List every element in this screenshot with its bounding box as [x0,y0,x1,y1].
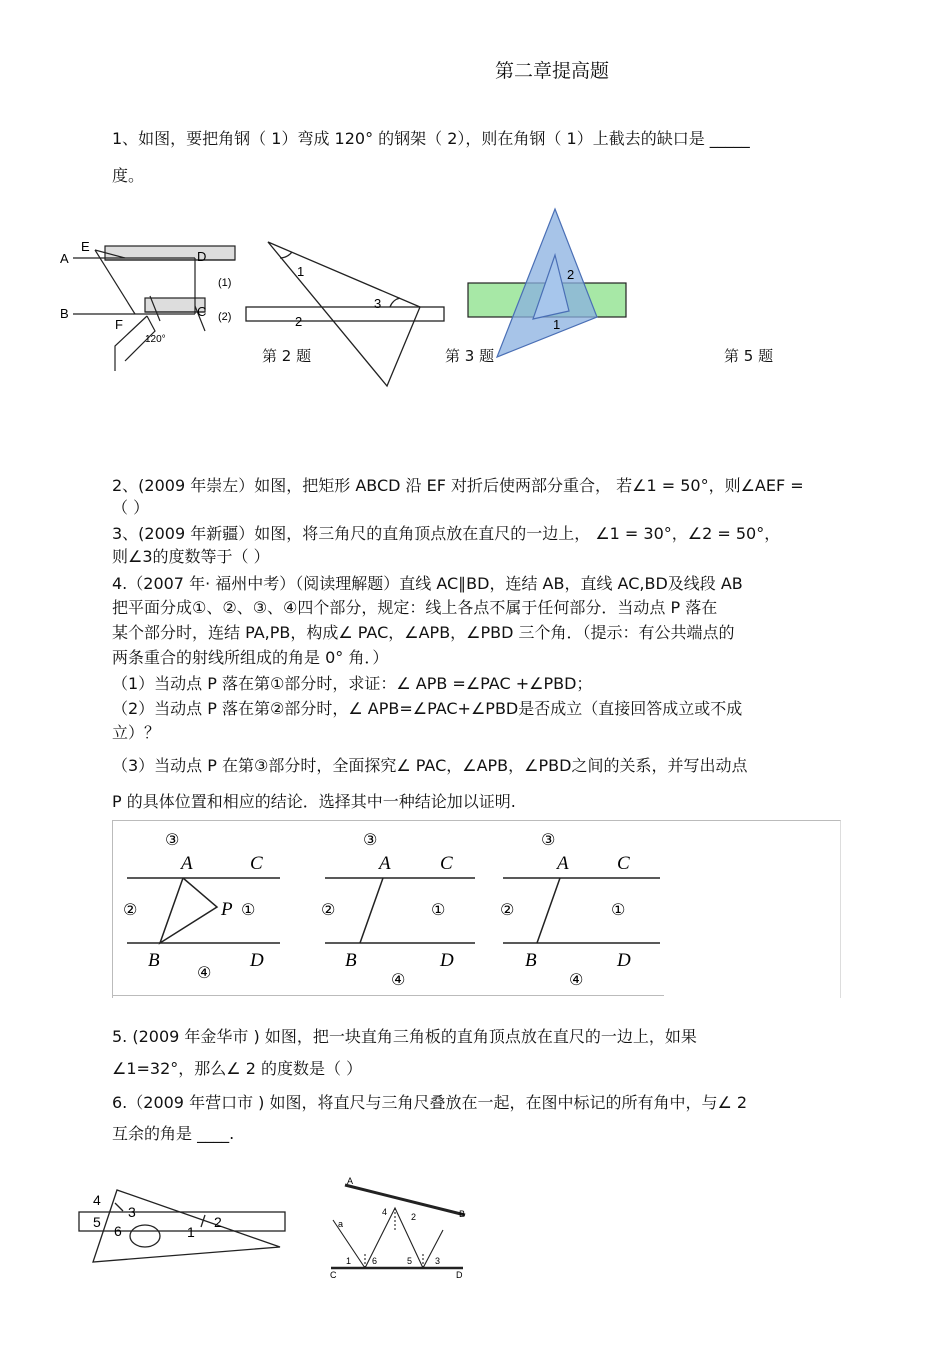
question-4-line-8: （3）当动点 P 在第③部分时，全面探究∠ PAC，∠APB，∠PBD之间的关系，并写出动点 [112,756,748,775]
fig7-angle-6: 6 [372,1256,378,1266]
fig3-angle-2: 2 [567,267,575,282]
p3-label-a: A [557,853,569,874]
triangle-ruler-figure-3 [465,205,630,365]
fig7-ray-a: a [338,1219,344,1229]
fig1-label-1: (1) [218,277,232,289]
p2-label-c: C [440,853,453,874]
fig2-angle-1: 1 [297,264,305,279]
fig1-label-e: E [81,239,90,254]
fig7-label-a: A [347,1176,354,1186]
fig6-angle-4: 4 [93,1192,101,1208]
page-title: 第二章提高题 [495,60,610,82]
question-6-line-2: 互余的角是 ____. [112,1124,235,1143]
question-3-line-1: 3、(2009 年新疆）如图，将三角尺的直角顶点放在直尺的一边上， ∠1 = 30°，∠2 = 50°， [112,524,781,543]
p2-label-d: D [440,950,454,971]
fig3-angle-1: 1 [553,317,561,332]
fig1-label-b: B [60,306,69,321]
fig2-caption: 第 2 题 [262,347,312,365]
question-1-line-1: 1、如图，要把角钢（ 1）弯成 120° 的钢架（ 2），则在角钢（ 1）上截去的缺口是 _____ [112,129,750,148]
fig1-label-120: 120° [145,334,166,345]
p1-region-1: ① [241,900,256,919]
p2-label-a: A [379,853,391,874]
question-4-line-6: （2）当动点 P 落在第②部分时，∠ APB=∠PAC+∠PBD是否成立（直接回答成立或不成 [112,699,743,718]
question-2-line-2: （ ） [112,498,150,517]
fig5-caption: 第 5 题 [724,347,774,365]
question-4-line-7: 立）？ [112,723,161,742]
question-4-figure-bottom-rule [112,995,664,996]
angle-steel-figure [55,236,245,381]
question-5-line-2: ∠1=32°，那么∠ 2 的度数是（ ） [112,1059,363,1078]
question-4-line-3: 某个部分时，连结 PA,PB，构成∠ PAC，∠APB，∠PBD 三个角．（提示：有公共端点的 [112,623,735,642]
p1-region-4: ④ [197,963,212,982]
p2-region-1: ① [431,900,446,919]
question-2-line-1: 2、(2009 年崇左）如图，把矩形 ABCD 沿 EF 对折后使两部分重合， 若∠1 = 50°，则∠AEF = [112,476,804,495]
fig7-angle-1: 1 [346,1256,352,1266]
question-1-line-2: 度。 [112,166,145,185]
p2-region-2: ② [321,900,336,919]
p2-region-4: ④ [391,970,406,989]
question-4-line-9: P 的具体位置和相应的结论．选择其中一种结论加以证明. [112,792,516,811]
fig7-angle-2: 2 [411,1212,417,1222]
fig6-angle-6: 6 [114,1223,122,1239]
p1-label-d: D [250,950,264,971]
reflection-figure [325,1172,470,1282]
fig6-angle-1: 1 [187,1224,195,1240]
fig2-angle-2: 2 [295,314,303,329]
p3-label-b: B [525,950,537,971]
fig3-caption: 第 3 题 [445,347,495,365]
fig6-angle-2: 2 [214,1214,222,1230]
parallel-lines-figure [115,823,835,993]
question-4-line-5: （1）当动点 P 落在第①部分时，求证：∠ APB =∠PAC +∠PBD； [112,674,593,693]
p2-label-b: B [345,950,357,971]
p1-region-3: ③ [165,830,180,849]
p1-label-b: B [148,950,160,971]
question-3-line-2: 则∠3的度数等于（ ） [112,547,270,566]
fig7-angle-4: 4 [382,1207,388,1217]
p1-label-p: P [221,899,233,920]
question-4-line-4: 两条重合的射线所组成的角是 0° 角．） [112,648,389,667]
fig7-angle-5: 5 [407,1256,413,1266]
p1-label-c: C [250,853,263,874]
fig7-label-d: D [456,1270,463,1280]
triangle-ruler-figure-2 [240,236,455,391]
question-4-line-2: 把平面分成①、②、③、④四个部分，规定：线上各点不属于任何部分．当动点 P 落在 [112,598,718,617]
fig1-label-f: F [115,317,123,332]
p3-region-2: ② [500,900,515,919]
fig6-angle-5: 5 [93,1214,101,1230]
fig6-angle-3: 3 [128,1204,136,1220]
p2-region-3: ③ [363,830,378,849]
p3-label-c: C [617,853,630,874]
fig1-label-c: C [197,304,207,319]
p1-label-a: A [181,853,193,874]
ruler-set-square-figure [75,1185,290,1270]
question-5-line-1: 5. (2009 年金华市 ) 如图，把一块直角三角板的直角顶点放在直尺的一边上，如果 [112,1027,697,1046]
fig1-label-d: D [197,249,207,264]
p3-region-3: ③ [541,830,556,849]
p3-region-4: ④ [569,970,584,989]
fig1-label-a: A [60,251,69,266]
p3-label-d: D [617,950,631,971]
fig7-label-c: C [330,1270,337,1280]
question-6-line-1: 6.（2009 年营口市 ) 如图，将直尺与三角尺叠放在一起，在图中标记的所有角中，与∠ 2 [112,1093,748,1112]
fig7-label-b: B [459,1209,466,1219]
fig2-angle-3: 3 [374,296,382,311]
p1-region-2: ② [123,900,138,919]
fig1-label-2: (2) [218,311,232,323]
question-4-line-1: 4.（2007 年· 福州中考）（阅读理解题）直线 AC∥BD，连结 AB，直线 AC,BD及线段 AB [112,574,743,593]
p3-region-1: ① [611,900,626,919]
fig7-angle-3: 3 [435,1256,441,1266]
